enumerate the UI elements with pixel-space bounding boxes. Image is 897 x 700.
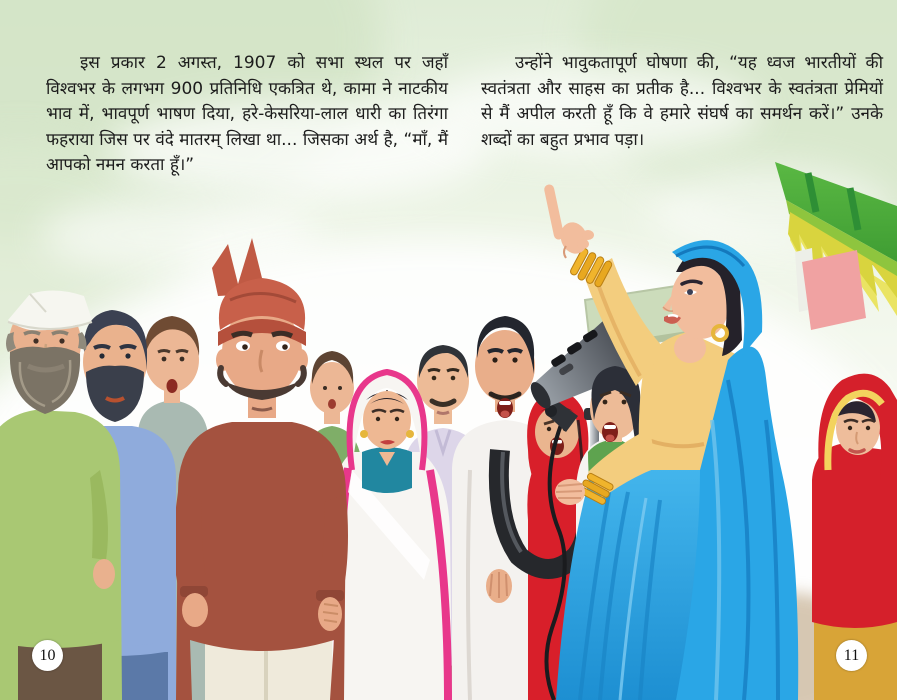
earring <box>360 430 368 438</box>
page-number-left: 10 <box>32 640 63 671</box>
hand <box>318 597 342 631</box>
left-page-paragraph: इस प्रकार 2 अगस्त, 1907 को सभा स्थल पर जहाँ विश्वभर के लगभग 900 प्रतिनिधि एकत्रित थे, कामा ने नाटकीय भाव में, भावपूर्ण भाषण दिया, हरे-केसरिया-लाल धारी का तिरंगा फहराया जिस पर वंदे मातरम् लिखा था... जिसका अर्थ है, “माँ, मैं आपको नमन करता हूँ।” <box>46 53 448 175</box>
earring <box>406 430 414 438</box>
canopy-pink-panel <box>802 250 866 330</box>
fist <box>182 593 208 627</box>
right-page-paragraph: उन्होंने भावुकतापूर्ण घोषणा की, “यह ध्वज भारतीयों की स्वतंत्रता और साहस का प्रतीक है... विश्वभर के स्वतंत्रता प्रेमियों से मैं अपील करती हूँ कि वे हमारे संघर्ष का समर्थन करें।” उनके शब्दों का बहुत प्रभाव पड़ा। <box>481 53 883 150</box>
hand <box>93 559 115 589</box>
page-number-right: 11 <box>836 640 867 671</box>
